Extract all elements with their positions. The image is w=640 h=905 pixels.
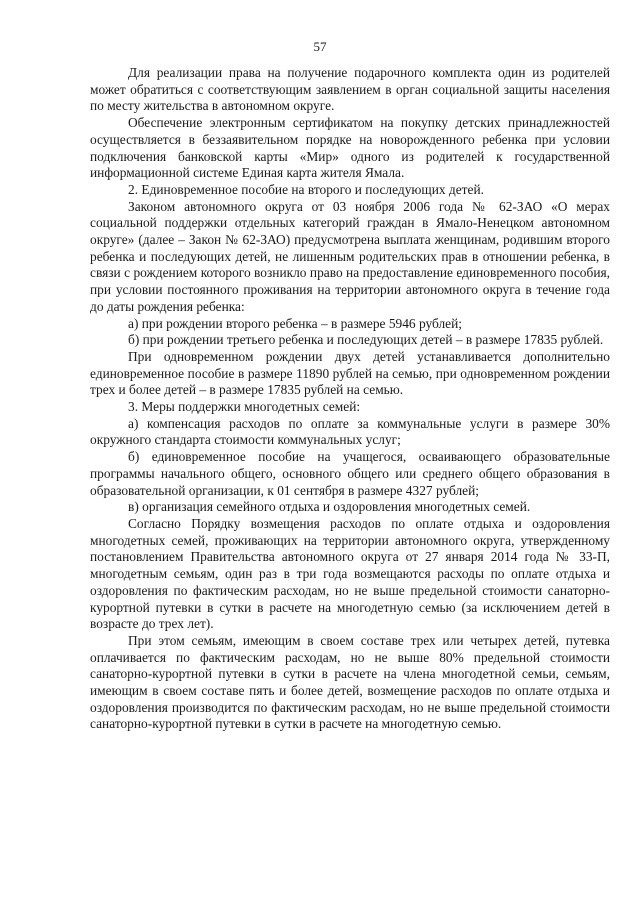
list-item-utilities-compensation: а) компенсация расходов по оплате за коммунальные услуги в размере 30% окружного стандарта стоимости коммунальных услуг; [90,415,610,448]
paragraph-twins-allowance: При одновременном рождении двух детей устанавливается дополнительно единовременное пособие в размере 11890 рублей на семью, при одновременном рождении трех и более детей – в размере 17835 рублей на семью. [90,348,610,398]
paragraph-gift-set-application: Для реализации права на получение подарочного комплекта один из родителей может обратиться с соответствующим заявлением в орган социальной защиты населения по месту жительства в автономном округе. [90,65,610,114]
page-number: 57 [313,39,327,54]
list-item-student-allowance: б) единовременное пособие на учащегося, осваивающего образовательные программы начального общего, основного общего или среднего общего образования в образовательной организации, к 01 сентября в размере 4327 рублей; [90,449,610,498]
list-item-third-child: б) при рождении третьего ребенка и последующих детей – в размере 17835 рублей. [128,332,604,348]
paragraph-recreation-reimbursement: Согласно Порядку возмещения расходов по оплате отдыха и оздоровления многодетных семей, проживающих на территории автономного округа, утвержденному постановлением Правительства автономного округа от 27 января 2014 года № 33-П, многодетным семьям, один раз в три года возмещаются расходы по оплате отдыха и оздоровления по фактическим расходам, но не выше предельной стоимости санаторно-курортной путевки в сутки в расчете на многодетную семью (за исключением детей в возрасте до трех лет). [90,515,610,632]
section-heading-one-time-allowance: 2. Единовременное пособие на второго и последующих детей. [128,181,484,197]
paragraph-law-62-zao: Законом автономного округа от 03 ноября 2006 года № 62-ЗАО «О мерах социальной поддержки отдельных категорий граждан в Ямало-Ненецком автономном округе» (далее – Закон № 62-ЗАО) предусмотрена выплата женщинам, родившим второго ребенка и последующих детей, не лишенным родительских прав в отношении ребенка, в связи с рождением которого возникло право на предоставление единовременного пособия, при условии постоянного проживания на территории автономного округа в течение года до даты рождения ребенка: [90,198,610,314]
document-body [90,65,610,733]
paragraph-electronic-certificate: Обеспечение электронным сертификатом на покупку детских принадлежностей осуществляется в беззаявительном порядке на новорожденного ребенка при условии подключения банковской карты «Мир» одного из родителей к государственной информационной системе Единая карта жителя Ямала. [90,115,610,181]
list-item-family-recreation: в) организация семейного отдыха и оздоровления многодетных семей. [128,499,531,515]
list-item-second-child: а) при рождении второго ребенка – в размере 5946 рублей; [128,315,462,331]
section-heading-large-families: 3. Меры поддержки многодетных семей: [128,399,361,415]
paragraph-voucher-payment: При этом семьям, имеющим в своем составе трех или четырех детей, путевка оплачивается по фактическим расходам, но не выше 80% предельной стоимости санаторно-курортной путевки в сутки в расчете на члена многодетной семьи, семьям, имеющим в своем составе пять и более детей, возмещение расходов по оплате отдыха и оздоровления производится по фактическим расходам, но не выше предельной стоимости санаторно-курортной путевки в сутки в расчете на многодетную семью. [90,632,610,732]
